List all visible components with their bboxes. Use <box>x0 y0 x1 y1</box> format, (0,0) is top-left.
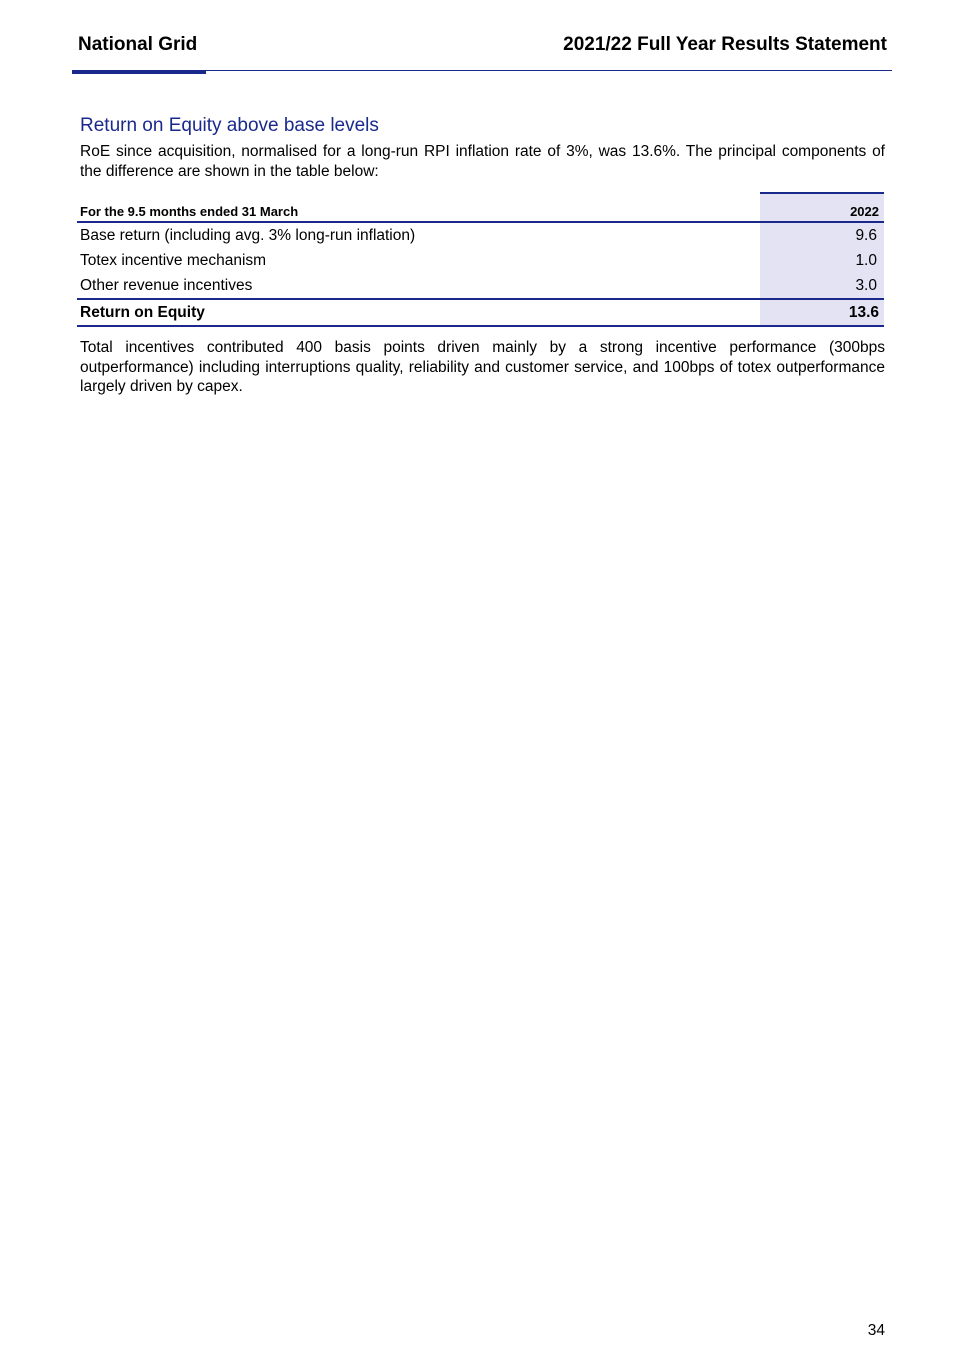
intro-paragraph: RoE since acquisition, normalised for a long-run RPI inflation rate of 3%, was 13.6%. The principal components of the difference are shown in the table below: <box>80 143 885 180</box>
header-accent-bar <box>72 70 206 74</box>
roe-table <box>77 192 884 327</box>
table-row <box>77 248 884 273</box>
row-label: Other revenue incentives <box>80 276 253 294</box>
total-label: Return on Equity <box>77 299 760 326</box>
year-header: 2022 <box>760 193 884 222</box>
total-row <box>77 299 884 326</box>
company-name: National Grid <box>78 34 198 55</box>
total-value: 13.6 <box>760 299 884 326</box>
table-row <box>77 222 884 248</box>
row-value: 1.0 <box>760 248 884 273</box>
table-header-row <box>77 193 884 222</box>
closing-paragraph: Total incentives contributed 400 basis points driven mainly by a strong incentive performance (300bps outperformance) including interruptions quality, reliability and customer service, and 100bps of totex outperformance largely driven by capex. <box>80 339 885 395</box>
row-value: 3.0 <box>760 273 884 299</box>
row-value: 9.6 <box>760 222 884 248</box>
period-header: For the 9.5 months ended 31 March <box>77 193 760 222</box>
section-title: Return on Equity above base levels <box>80 115 379 136</box>
table-row <box>77 273 884 299</box>
row-label: Base return (including avg. 3% long-run inflation) <box>80 226 416 244</box>
page-number: 34 <box>867 1322 885 1339</box>
row-label: Totex incentive mechanism <box>80 251 267 269</box>
document-title: 2021/22 Full Year Results Statement <box>563 34 887 55</box>
